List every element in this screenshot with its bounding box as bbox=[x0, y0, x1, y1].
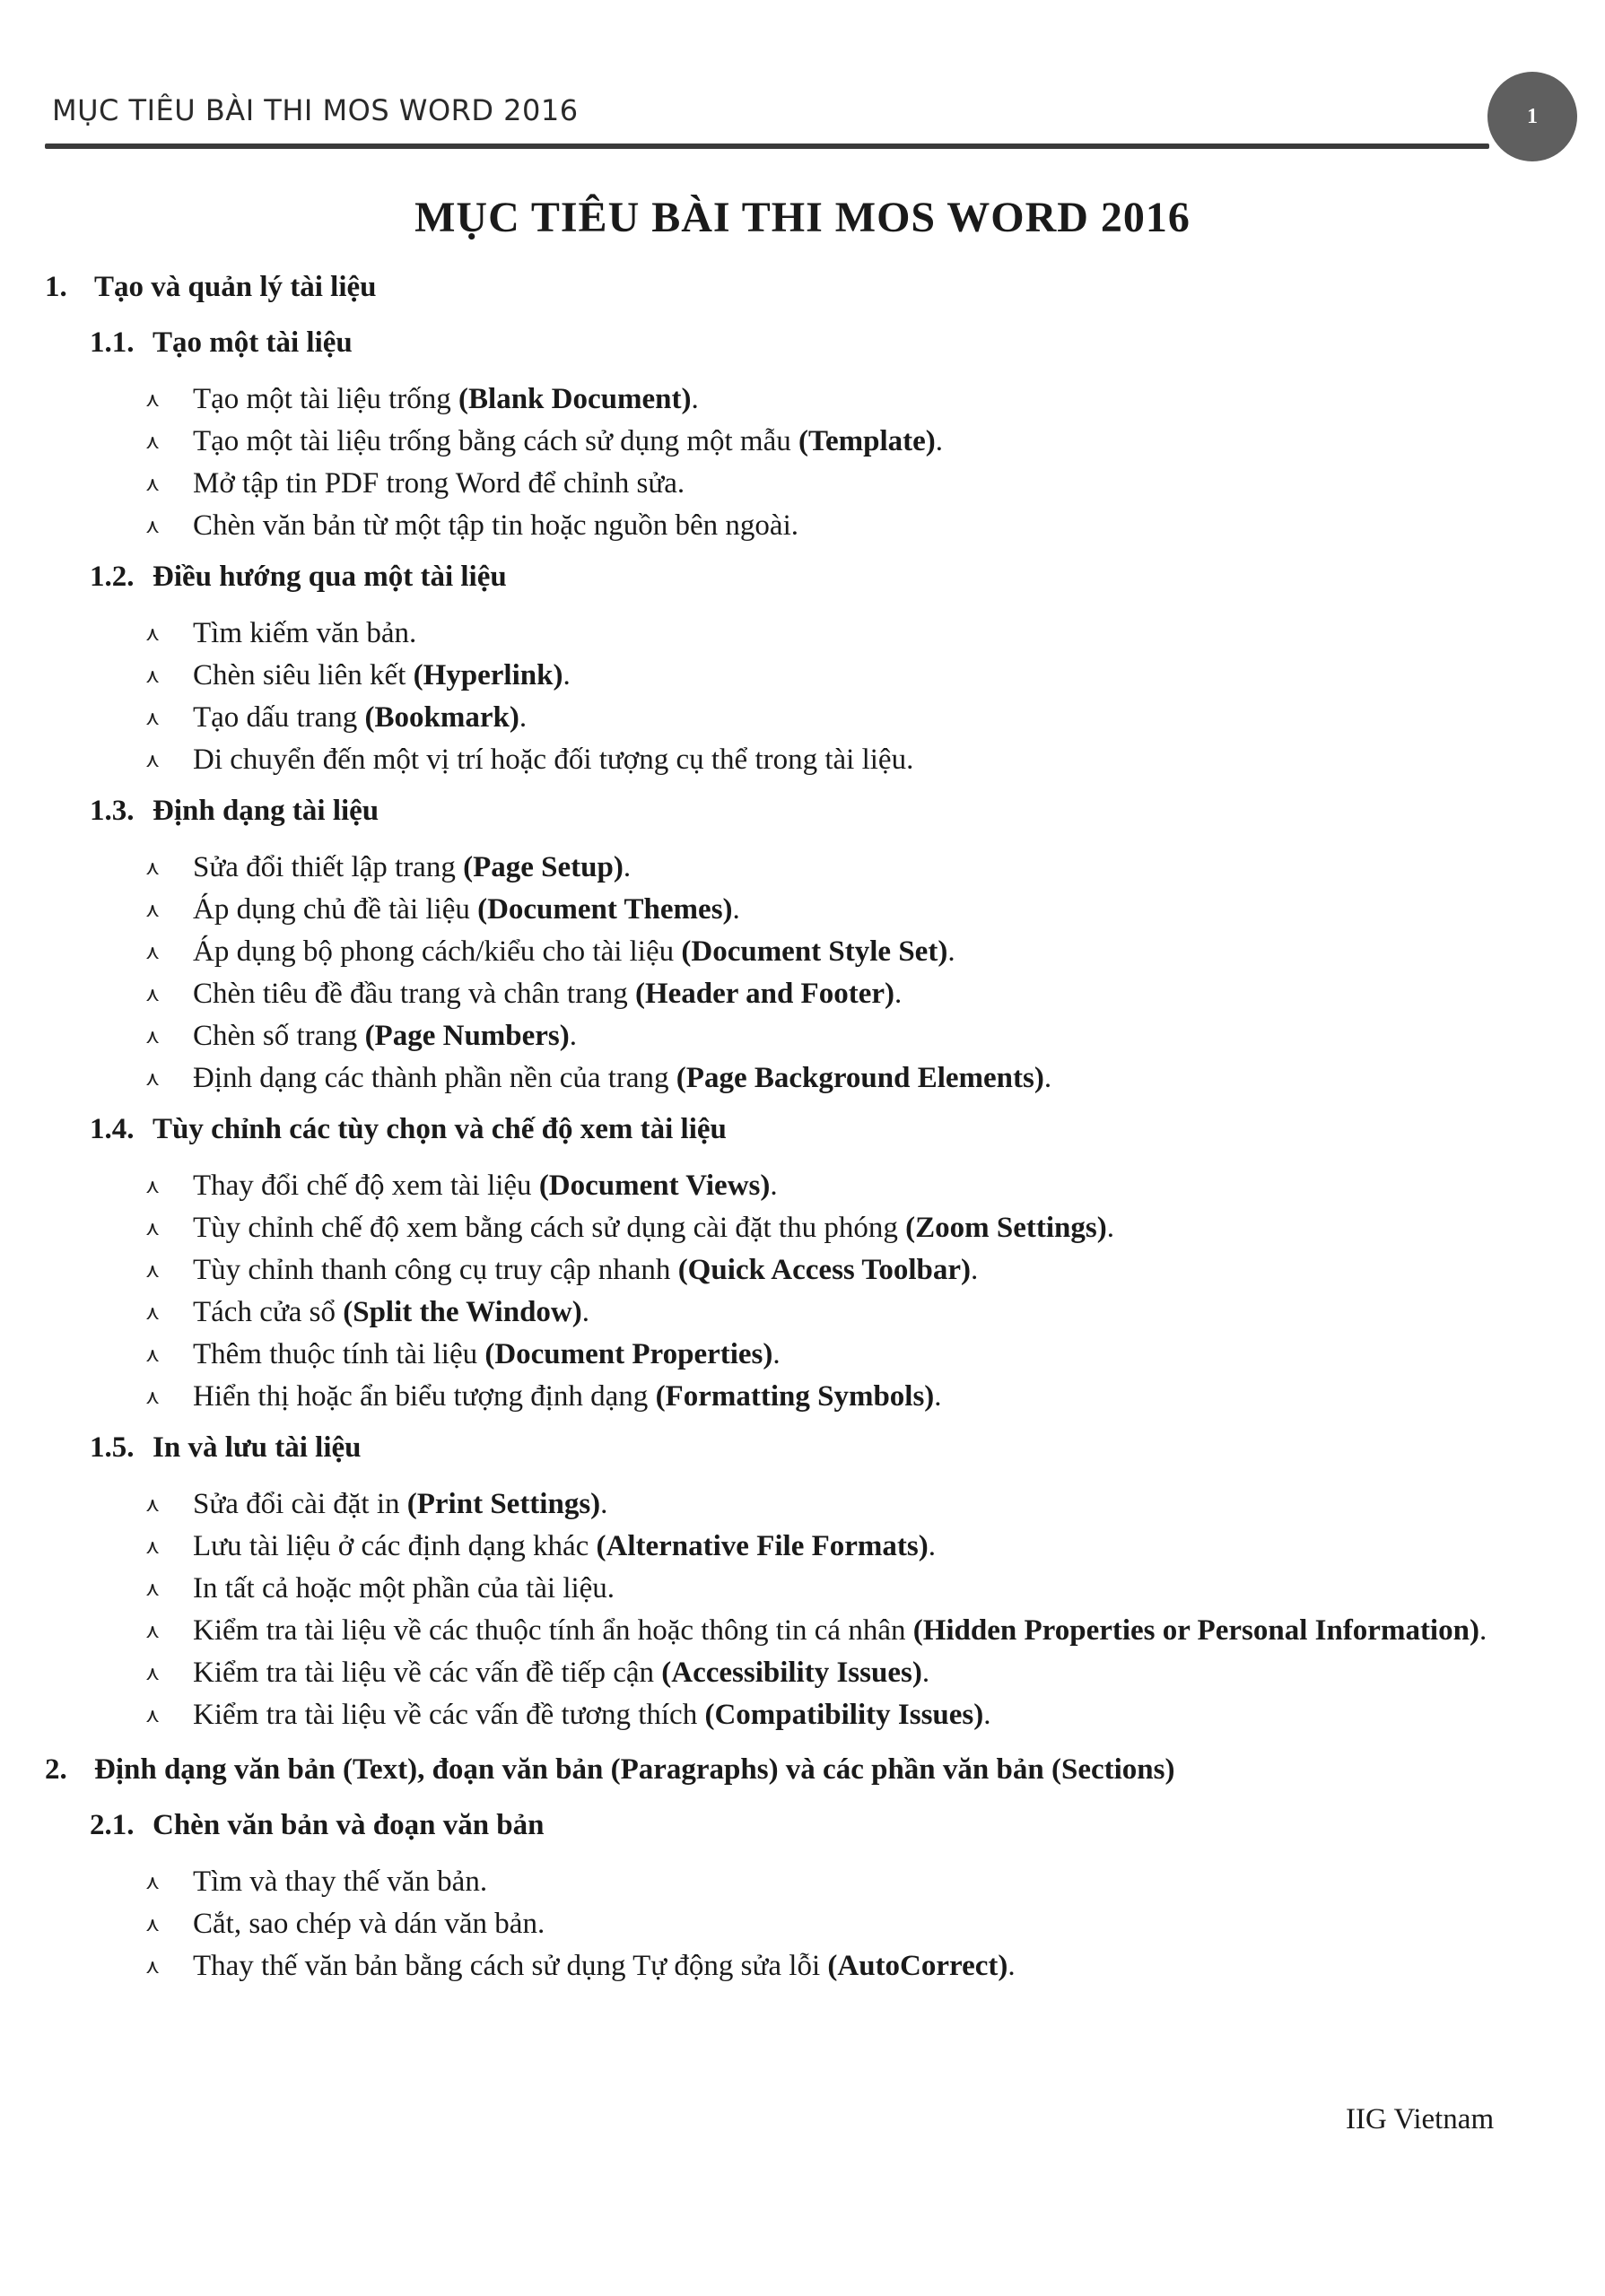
running-header-title: MỤC TIÊU BÀI THI MOS WORD 2016 bbox=[52, 93, 579, 127]
list-item-term: (Accessibility Issues) bbox=[661, 1657, 922, 1689]
list-item bbox=[0, 1376, 1525, 1417]
list-item-text: Sửa đổi cài đặt in bbox=[193, 1488, 407, 1520]
list-item-text: Chèn siêu liên kết bbox=[193, 659, 414, 691]
bullet-icon: ⋏ bbox=[145, 1026, 161, 1048]
bullet-icon: ⋏ bbox=[145, 474, 161, 496]
list-item-tail: . bbox=[983, 1699, 991, 1731]
bullet-icon: ⋏ bbox=[145, 1914, 161, 1936]
section-heading bbox=[0, 1752, 1605, 1787]
list-item-text: Chèn số trang bbox=[193, 1020, 365, 1052]
list-item-text: Tìm và thay thế văn bản. bbox=[193, 1866, 488, 1898]
list-item-text: In tất cả hoặc một phần của tài liệu. bbox=[193, 1572, 615, 1605]
list-item bbox=[0, 889, 1525, 930]
list-item-term: (Compatibility Issues) bbox=[704, 1699, 984, 1731]
subsection-number: 2.1. bbox=[90, 1809, 135, 1841]
list-item bbox=[0, 1526, 1525, 1567]
bullet-icon: ⋏ bbox=[145, 857, 161, 880]
list-item-text: Tách cửa sổ bbox=[193, 1296, 344, 1328]
list-item-term: (Document Themes) bbox=[477, 893, 733, 926]
list-item-text: Kiểm tra tài liệu về các vấn đề tiếp cận bbox=[193, 1657, 662, 1689]
bullet-icon: ⋏ bbox=[145, 1705, 161, 1727]
subsection-title: Chèn văn bản và đoạn văn bản bbox=[153, 1809, 545, 1841]
list-item-term: (Hyperlink) bbox=[413, 659, 563, 691]
bullet-icon: ⋏ bbox=[145, 1536, 161, 1559]
list-item bbox=[0, 1652, 1525, 1693]
list-item-text: Di chuyển đến một vị trí hoặc đối tượng cụ thể trong tài liệu. bbox=[193, 744, 914, 776]
subsection-heading bbox=[0, 325, 1605, 361]
list-item-text: Mở tập tin PDF trong Word để chỉnh sửa. bbox=[193, 467, 685, 500]
list-item-term: (Bookmark) bbox=[364, 701, 519, 734]
header-rule bbox=[45, 144, 1489, 149]
subsection-number: 1.3. bbox=[90, 795, 135, 827]
bullet-icon: ⋏ bbox=[145, 942, 161, 964]
page-number: 1 bbox=[1527, 104, 1538, 128]
section-title: Tạo và quản lý tài liệu bbox=[94, 271, 377, 303]
list-item-tail: . bbox=[770, 1170, 778, 1202]
list-item-tail: . bbox=[569, 1020, 578, 1052]
list-item bbox=[0, 931, 1525, 972]
list-item-text: Kiểm tra tài liệu về các vấn đề tương thích bbox=[193, 1699, 705, 1731]
list-item-text: Áp dụng bộ phong cách/kiểu cho tài liệu bbox=[193, 935, 682, 968]
subsection-number: 1.4. bbox=[90, 1113, 135, 1145]
list-item-term: (Hidden Properties or Personal Information) bbox=[912, 1614, 1479, 1647]
list-item-term: (Header and Footer) bbox=[635, 978, 894, 1010]
list-item-text: Chèn tiêu đề đầu trang và chân trang bbox=[193, 978, 635, 1010]
list-item-tail: . bbox=[928, 1530, 936, 1562]
list-item-term: (Alternative File Formats) bbox=[596, 1530, 929, 1562]
page-number-badge bbox=[1487, 72, 1577, 161]
list-item-term: (Document Properties) bbox=[484, 1338, 773, 1370]
list-item-term: (Page Numbers) bbox=[364, 1020, 570, 1052]
list-item-tail: . bbox=[1106, 1212, 1114, 1244]
list-item bbox=[0, 378, 1525, 420]
section-number: 2. bbox=[45, 1753, 67, 1786]
list-item-tail: . bbox=[772, 1338, 781, 1370]
list-item-text: Hiển thị hoặc ẩn biểu tượng định dạng bbox=[193, 1380, 656, 1413]
list-item-tail: . bbox=[519, 701, 528, 734]
list-item bbox=[0, 1249, 1525, 1291]
subsection-title: Điều hướng qua một tài liệu bbox=[153, 561, 507, 593]
bullet-icon: ⋏ bbox=[145, 1344, 161, 1367]
list-item-tail: . bbox=[947, 935, 955, 968]
list-item-text: Cắt, sao chép và dán văn bản. bbox=[193, 1908, 545, 1940]
list-item bbox=[0, 655, 1525, 696]
list-item bbox=[0, 1165, 1525, 1206]
list-item bbox=[0, 739, 1525, 780]
list-item bbox=[0, 847, 1525, 888]
list-item-text: Tìm kiếm văn bản. bbox=[193, 617, 417, 649]
bullet-icon: ⋏ bbox=[145, 665, 161, 688]
bullet-icon: ⋏ bbox=[145, 1260, 161, 1283]
bullet-icon: ⋏ bbox=[145, 516, 161, 538]
list-item-tail: . bbox=[563, 659, 571, 691]
section-title: Định dạng văn bản (Text), đoạn văn bản (Paragraphs) và các phần văn bản (Sections) bbox=[94, 1753, 1175, 1786]
bullet-icon: ⋏ bbox=[145, 1218, 161, 1240]
bullet-icon: ⋏ bbox=[145, 1302, 161, 1325]
list-item bbox=[0, 463, 1525, 504]
bullet-icon: ⋏ bbox=[145, 1387, 161, 1409]
list-item-tail: . bbox=[732, 893, 740, 926]
subsection-heading bbox=[0, 1111, 1605, 1147]
bullet-icon: ⋏ bbox=[145, 1956, 161, 1979]
list-item-tail: . bbox=[934, 1380, 942, 1413]
bullet-icon: ⋏ bbox=[145, 984, 161, 1006]
bullet-icon: ⋏ bbox=[145, 1872, 161, 1894]
list-item-tail: . bbox=[935, 425, 944, 457]
bullet-icon: ⋏ bbox=[145, 431, 161, 454]
section-number: 1. bbox=[45, 271, 67, 303]
list-item-text: Kiểm tra tài liệu về các thuộc tính ẩn hoặc thông tin cá nhân bbox=[193, 1614, 913, 1647]
list-item-term: (Document Views) bbox=[538, 1170, 771, 1202]
list-item-text: Lưu tài liệu ở các định dạng khác bbox=[193, 1530, 597, 1562]
list-item bbox=[0, 1945, 1525, 1987]
list-item-term: (Page Background Elements) bbox=[676, 1062, 1044, 1094]
list-item-term: (Quick Access Toolbar) bbox=[677, 1254, 972, 1286]
list-item-term: (Document Style Set) bbox=[681, 935, 948, 968]
subsection-heading bbox=[0, 1807, 1605, 1843]
subsection-title: In và lưu tài liệu bbox=[153, 1431, 362, 1464]
bullet-icon: ⋏ bbox=[145, 750, 161, 772]
list-item bbox=[0, 697, 1525, 738]
list-item-tail: . bbox=[1479, 1614, 1487, 1647]
list-item-tail: . bbox=[894, 978, 903, 1010]
list-item-term: (Split the Window) bbox=[343, 1296, 582, 1328]
section-heading bbox=[0, 269, 1605, 305]
subsection-heading bbox=[0, 793, 1605, 829]
list-item-tail: . bbox=[691, 383, 699, 415]
list-item-term: (AutoCorrect) bbox=[827, 1950, 1008, 1982]
list-item-text: Thêm thuộc tính tài liệu bbox=[193, 1338, 485, 1370]
list-item bbox=[0, 613, 1525, 654]
list-item bbox=[0, 421, 1525, 462]
list-item-term: (Blank Document) bbox=[458, 383, 692, 415]
document-title: MỤC TIÊU BÀI THI MOS WORD 2016 bbox=[414, 194, 1191, 241]
list-item-tail: . bbox=[971, 1254, 979, 1286]
bullet-icon: ⋏ bbox=[145, 623, 161, 646]
subsection-title: Tùy chỉnh các tùy chọn và chế độ xem tài liệu bbox=[153, 1113, 727, 1145]
list-item bbox=[0, 1694, 1525, 1735]
list-item-tail: . bbox=[623, 851, 632, 883]
list-item-text: Chèn văn bản từ một tập tin hoặc nguồn bên ngoài. bbox=[193, 509, 799, 542]
bullet-icon: ⋏ bbox=[145, 389, 161, 412]
list-item-tail: . bbox=[1007, 1950, 1016, 1982]
subsection-number: 1.5. bbox=[90, 1431, 135, 1464]
document-body bbox=[0, 269, 1605, 1987]
subsection-number: 1.2. bbox=[90, 561, 135, 593]
list-item-text: Thay thế văn bản bằng cách sử dụng Tự động sửa lỗi bbox=[193, 1950, 828, 1982]
list-item bbox=[0, 1334, 1525, 1375]
subsection-heading bbox=[0, 1430, 1605, 1465]
list-item-text: Áp dụng chủ đề tài liệu bbox=[193, 893, 478, 926]
list-item-text: Tùy chỉnh chế độ xem bằng cách sử dụng cài đặt thu phóng bbox=[193, 1212, 906, 1244]
list-item bbox=[0, 1292, 1525, 1333]
list-item-term: (Print Settings) bbox=[406, 1488, 601, 1520]
footer-text: IIG Vietnam bbox=[1346, 2103, 1495, 2135]
list-item bbox=[0, 1483, 1525, 1525]
bullet-icon: ⋏ bbox=[145, 1494, 161, 1517]
bullet-icon: ⋏ bbox=[145, 900, 161, 922]
list-item-text: Định dạng các thành phần nền của trang bbox=[193, 1062, 676, 1094]
list-item bbox=[0, 1861, 1525, 1902]
list-item-text: Tạo một tài liệu trống bbox=[193, 383, 459, 415]
list-item bbox=[0, 1057, 1525, 1099]
list-item-text: Sửa đổi thiết lập trang bbox=[193, 851, 464, 883]
subsection-title: Tạo một tài liệu bbox=[153, 326, 353, 359]
bullet-icon: ⋏ bbox=[145, 1663, 161, 1685]
bullet-icon: ⋏ bbox=[145, 708, 161, 730]
list-item-tail: . bbox=[600, 1488, 608, 1520]
list-item-tail: . bbox=[921, 1657, 930, 1689]
bullet-icon: ⋏ bbox=[145, 1578, 161, 1601]
list-item-term: (Template) bbox=[798, 425, 936, 457]
list-item-text: Thay đổi chế độ xem tài liệu bbox=[193, 1170, 539, 1202]
subsection-number: 1.1. bbox=[90, 326, 135, 359]
list-item-text: Tùy chỉnh thanh công cụ truy cập nhanh bbox=[193, 1254, 678, 1286]
list-item-tail: . bbox=[1043, 1062, 1052, 1094]
list-item bbox=[0, 1568, 1525, 1609]
bullet-icon: ⋏ bbox=[145, 1621, 161, 1643]
list-item-text: Tạo dấu trang bbox=[193, 701, 365, 734]
subsection-title: Định dạng tài liệu bbox=[153, 795, 379, 827]
list-item-tail: . bbox=[581, 1296, 589, 1328]
list-item bbox=[0, 1903, 1525, 1944]
list-item bbox=[0, 1015, 1525, 1057]
list-item bbox=[0, 973, 1525, 1014]
list-item bbox=[0, 1207, 1525, 1248]
list-item bbox=[0, 1610, 1525, 1651]
list-item-term: (Zoom Settings) bbox=[905, 1212, 1107, 1244]
bullet-icon: ⋏ bbox=[145, 1068, 161, 1091]
bullet-icon: ⋏ bbox=[145, 1176, 161, 1198]
list-item bbox=[0, 505, 1525, 546]
list-item-text: Tạo một tài liệu trống bằng cách sử dụng một mẫu bbox=[193, 425, 798, 457]
list-item-term: (Page Setup) bbox=[463, 851, 624, 883]
list-item-term: (Formatting Symbols) bbox=[655, 1380, 935, 1413]
subsection-heading bbox=[0, 559, 1605, 595]
